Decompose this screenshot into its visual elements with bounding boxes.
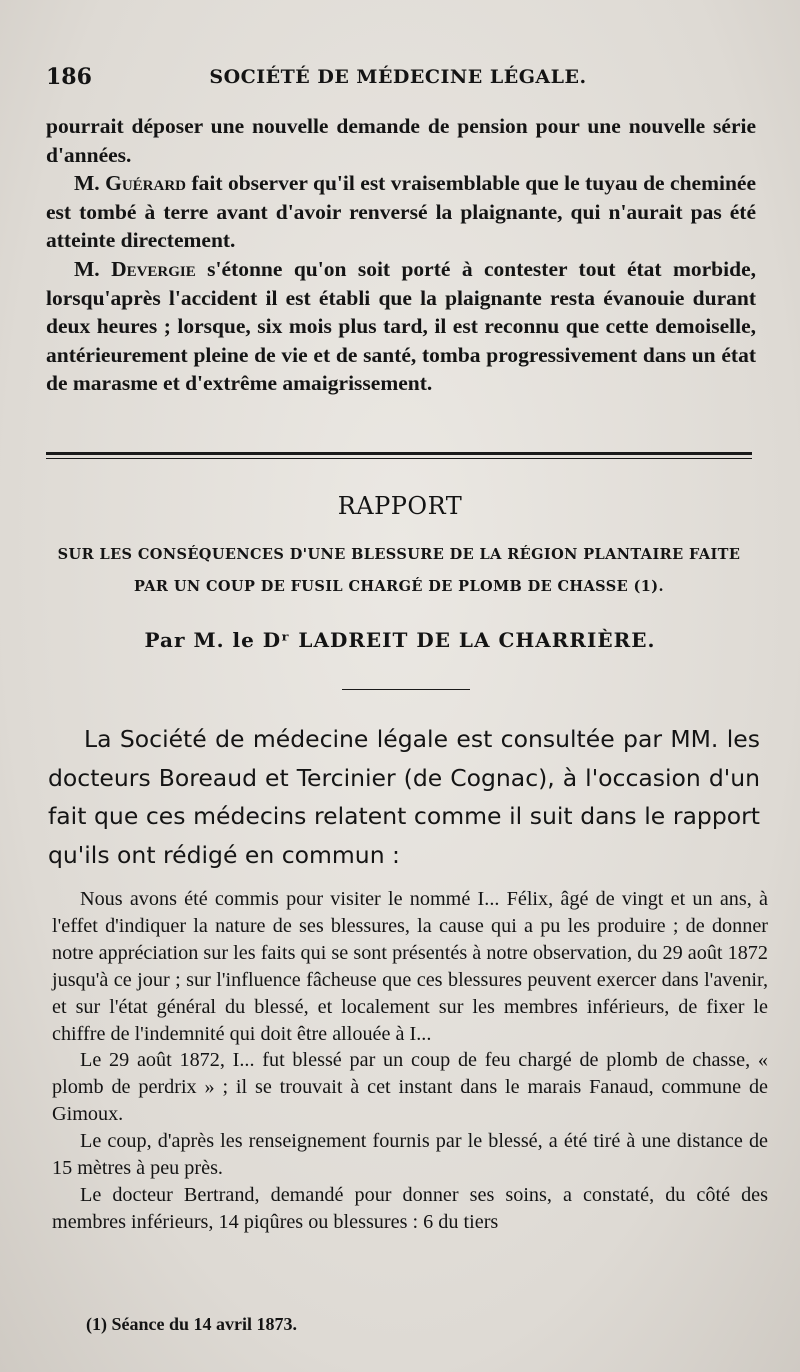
body-paragraph: Le coup, d'après les renseignement fournis par le blessé, a été tiré à une distance de 15 mètres à peu près.	[52, 1130, 768, 1180]
previous-discussion	[46, 112, 756, 398]
paragraph-text: s'étonne qu'on soit porté à contester tout état morbide, lorsqu'après l'accident il est établi que la plaignante resta évanouie durant deux heures ; lorsque, six mois plus tard, il est reconnu que cette demoiselle, antérieurement pleine de vie et de santé, tomba progressivement dans un état de marasme et d'extrême amaigrissement.	[46, 256, 756, 396]
footnote: (1) Séance du 14 avril 1873.	[86, 1314, 297, 1334]
body-paragraph: Le docteur Bertrand, demandé pour donner ses soins, a constaté, du côté des membres inférieurs, 14 piqûres ou blessures : 6 du tiers	[52, 1183, 768, 1233]
paragraph-continuation: pourrait déposer une nouvelle demande de pension pour une nouvelle série d'années.	[46, 114, 756, 167]
page-number: 186	[46, 64, 92, 90]
speaker-name: M. Devergie	[74, 256, 196, 281]
page-header	[46, 64, 750, 100]
paragraph-devergie	[46, 255, 756, 398]
article-author: Par M. le Dʳ LADREIT DE LA CHARRIÈRE.	[144, 628, 656, 652]
intro-paragraph: La Société de médecine légale est consultée par MM. les docteurs Boreaud et Tercinier (de Cognac), à l'occasion d'un fait que ces médecins relatent comme il suit dans le rapport qu'ils ont rédigé en commun :	[48, 725, 760, 869]
title-rule	[342, 689, 470, 690]
article-body	[52, 886, 768, 1236]
body-paragraph: Nous avons été commis pour visiter le nommé I... Félix, âgé de vingt et un ans, à l'effet d'indiquer la nature de ses blessures, la cause qui a pu les produire ; de donner notre appréciation sur les faits qui se sont présentés à notre observation, du 29 août 1872 jusqu'à ce jour ; sur l'influence fâcheuse que ces blessures peuvent exercer dans l'avenir, et sur l'état général du blessé, et localement sur les membres inférieurs, de fixer le chiffre de l'indemnité qui doit être allouée à I...	[52, 888, 768, 1045]
article-intro	[48, 720, 760, 874]
body-paragraph: Le 29 août 1872, I... fut blessé par un coup de feu chargé de plomb de chasse, « plomb de perdrix » ; il se trouvait à cet instant dans le marais Fanaud, commune de Gimoux.	[52, 1049, 768, 1126]
paragraph-text: fait observer qu'il est vraisemblable que le tuyau de cheminée est tombé à terre avant d'avoir renversé la plaignante, qui n'aurait pas été atteinte directement.	[46, 171, 757, 253]
running-head: SOCIÉTÉ DE MÉDECINE LÉGALE.	[209, 66, 587, 88]
article-subtitle-line-2: PAR UN COUP DE FUSIL CHARGÉ DE PLOMB DE CHASSE (1).	[134, 578, 664, 595]
section-divider	[46, 452, 752, 459]
speaker-name: M. Guérard	[74, 171, 187, 196]
article-title: RAPPORT	[337, 492, 463, 520]
article-subtitle-line-1: SUR LES CONSÉQUENCES D'UNE BLESSURE DE LA RÉGION PLANTAIRE FAITE	[57, 546, 741, 563]
paragraph-guerard	[46, 169, 756, 255]
